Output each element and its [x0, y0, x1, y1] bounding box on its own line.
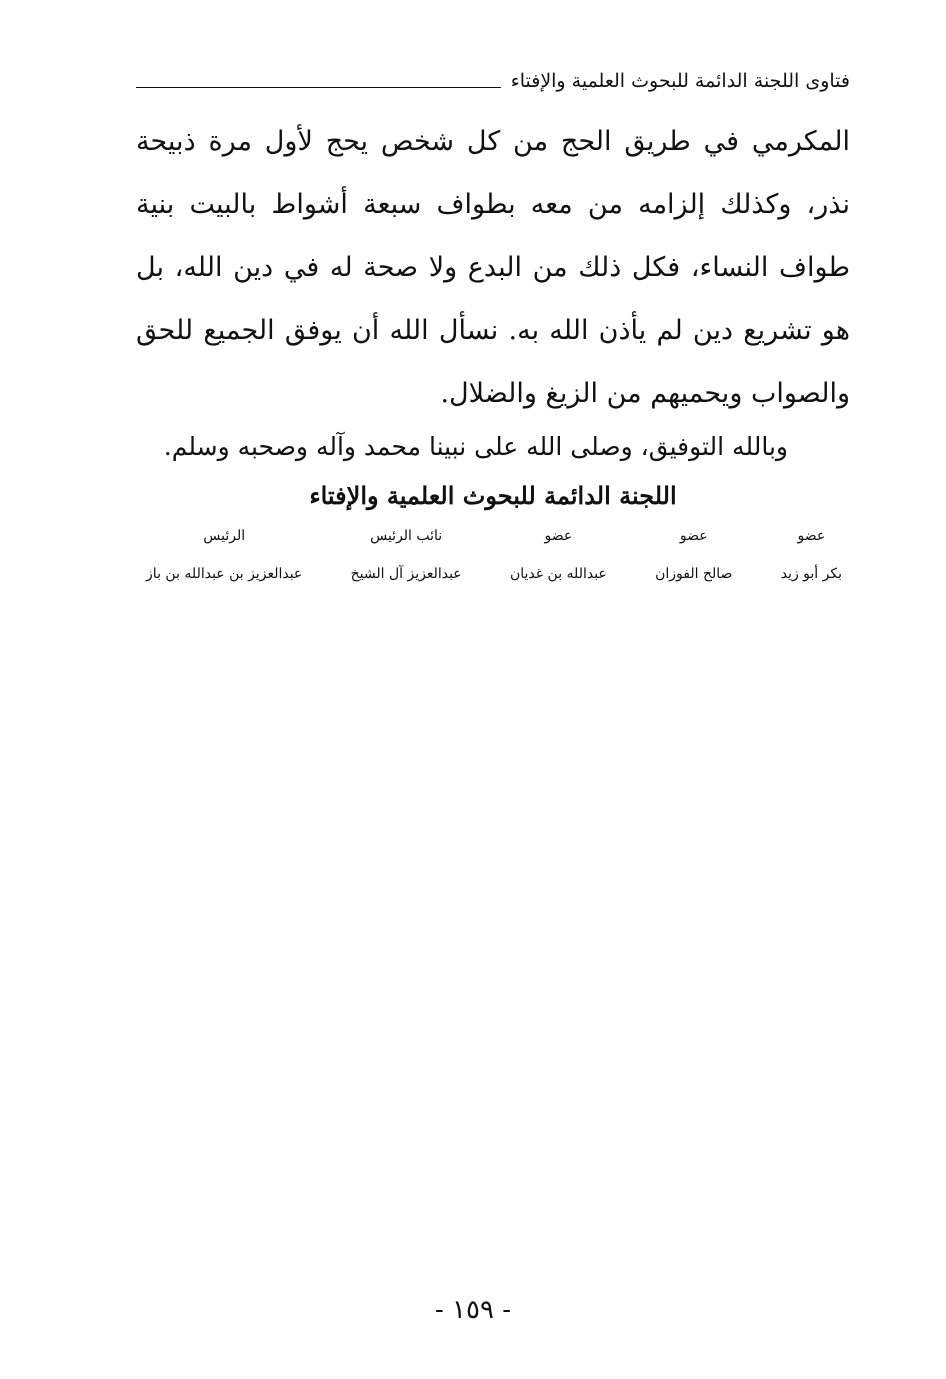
header-rule	[136, 87, 501, 88]
signatory-name: صالح الفوزان	[655, 566, 733, 582]
signatory-vice-president	[351, 524, 462, 586]
signatory-role: عضو	[544, 528, 573, 544]
signatory-name: بكر أبو زيد	[780, 566, 842, 582]
fatwa-paragraph: المكرمي في طريق الحج من كل شخص يحج لأول مرة ذبيحة نذر، وكذلك إلزامه من معه بطواف سبعة أشواط بالبيت بنية طواف النساء، فكل ذلك من البدع ولا صحة له في دين الله، بل هو تشريع دين لم يأذن الله به. نسأل الله أن يوفق الجميع للحق والصواب ويحميهم من الزيغ والضلال.	[136, 126, 850, 409]
signatory-member-3	[510, 524, 607, 586]
signatory-role: عضو	[679, 528, 708, 544]
signatory-role: عضو	[797, 528, 826, 544]
page-header	[136, 58, 850, 94]
signatory-president	[146, 524, 302, 586]
signatories	[146, 524, 842, 586]
committee-name: اللجنة الدائمة للبحوث العلمية والإفتاء	[309, 481, 677, 510]
signatory-role: الرئيس	[203, 528, 246, 544]
signatory-name: عبدالعزيز بن عبدالله بن باز	[146, 566, 303, 582]
signatory-name: عبدالله بن غديان	[509, 566, 607, 582]
page-number: - ١٥٩ -	[434, 1295, 512, 1325]
closing-line: وبالله التوفيق، وصلى الله على نبينا محمد وآله وصحبه وسلم.	[163, 432, 788, 461]
signatory-member-2	[655, 524, 732, 586]
signatory-name: عبدالعزيز آل الشيخ	[350, 566, 462, 582]
book-title: فتاوى اللجنة الدائمة للبحوث العلمية والإفتاء	[510, 70, 850, 92]
signatory-member-1	[781, 524, 842, 586]
signatory-role: نائب الرئيس	[370, 528, 443, 544]
